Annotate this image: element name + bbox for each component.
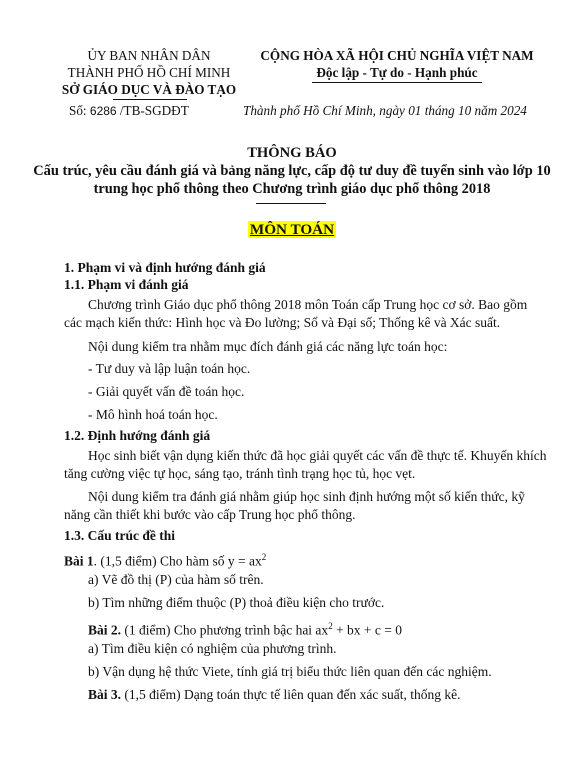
- subject-title: MÔN TOÁN: [249, 221, 335, 238]
- problem-3: Bài 3. (1,5 điểm) Dạng toán thực tế liên quan đến xác suất, thống kê.: [88, 687, 461, 702]
- paragraph-3-line-1: Học sinh biết vận dụng kiến thức đã học giải quyết các vấn đề thực tế. Khuyến khích: [88, 448, 547, 463]
- problem-2-label: Bài 2.: [88, 622, 122, 638]
- section-1-2-heading: 1.2. Định hướng đánh giá: [64, 428, 211, 443]
- paragraph-4-line-2: năng cần thiết khi bước vào cấp Trung học phổ thông.: [64, 507, 356, 522]
- section-1-3-heading: 1.3. Cấu trúc đề thi: [64, 528, 175, 543]
- document-number-value: 6286: [89, 104, 117, 118]
- list-item: - Tư duy và lập luận toán học.: [88, 361, 251, 376]
- title-underline: [256, 203, 326, 204]
- issuer-underline: [113, 99, 187, 100]
- paragraph-1-line-2: các mạch kiến thức: Hình học và Đo lường; Số và Đại số; Thống kê và Xác suất.: [64, 315, 501, 330]
- motto-underline: [312, 82, 482, 83]
- problem-2-part-a: a) Tìm điều kiện có nghiệm của phương trình.: [88, 641, 337, 656]
- section-1-heading: 1. Phạm vi và định hướng đánh giá: [64, 260, 266, 275]
- document-number: Số: 6286 /TB-SGDĐT: [69, 103, 189, 118]
- problem-1-part-b: b) Tìm những điểm thuộc (P) thoả điều kiện cho trước.: [88, 595, 385, 610]
- list-item: - Mô hình hoá toán học.: [88, 407, 218, 422]
- problem-1: Bài 1. (1,5 điểm) Cho hàm số $y = ax^2$: [64, 552, 267, 569]
- nation-motto: Độc lập - Tự do - Hạnh phúc: [316, 65, 478, 80]
- issuer-line-3: SỞ GIÁO DỤC VÀ ĐÀO TẠO: [61, 82, 237, 97]
- section-1-1-heading: 1.1. Phạm vi đánh giá: [64, 277, 189, 292]
- issuer-line-1: ỦY BAN NHÂN DÂN: [87, 48, 211, 63]
- paragraph-4-line-1: Nội dung kiểm tra đánh giá nhằm giúp học sinh định hướng một số kiến thức, kỹ: [88, 489, 525, 504]
- problem-1-label: Bài 1: [64, 553, 94, 569]
- document-title-line-1: Cấu trúc, yêu cầu đánh giá và bảng năng lực, cấp độ tư duy đề tuyển sinh vào lớp 10: [33, 163, 551, 179]
- paragraph-2: Nội dung kiểm tra nhằm mục đích đánh giá các năng lực toán học:: [88, 339, 448, 354]
- issuer-block: [36, 47, 262, 98]
- document-date: Thành phố Hồ Chí Minh, ngày 01 tháng 10 năm 2024: [243, 103, 527, 118]
- problem-2: Bài 2. (1 điểm) Cho phương trình bậc hai $ax^2$ + bx + c = 0: [88, 621, 403, 638]
- issuer-line-2: THÀNH PHỐ HỒ CHÍ MINH: [67, 65, 231, 80]
- paragraph-3-line-2: tăng cường việc tự học, sáng tạo, tránh tình trạng học tủ, học vẹt.: [64, 466, 416, 481]
- nation-block: [232, 47, 562, 81]
- document-title-line-2: trung học phổ thông theo Chương trình giáo dục phổ thông 2018: [93, 181, 491, 197]
- paragraph-1-line-1: Chương trình Giáo dục phổ thông 2018 môn Toán cấp Trung học cơ sở. Bao gồm: [88, 297, 528, 312]
- problem-1-part-a: a) Vẽ đồ thị (P) của hàm số trên.: [88, 572, 264, 587]
- document-heading: THÔNG BÁO: [247, 145, 337, 161]
- list-item: - Giải quyết vấn đề toán học.: [88, 384, 245, 399]
- problem-2-part-b: b) Vận dụng hệ thức Viete, tính giá trị biểu thức liên quan đến các nghiệm.: [88, 664, 492, 679]
- nation-name: CỘNG HÒA XÃ HỘI CHỦ NGHĨA VIỆT NAM: [260, 48, 534, 63]
- problem-3-label: Bài 3.: [88, 687, 122, 702]
